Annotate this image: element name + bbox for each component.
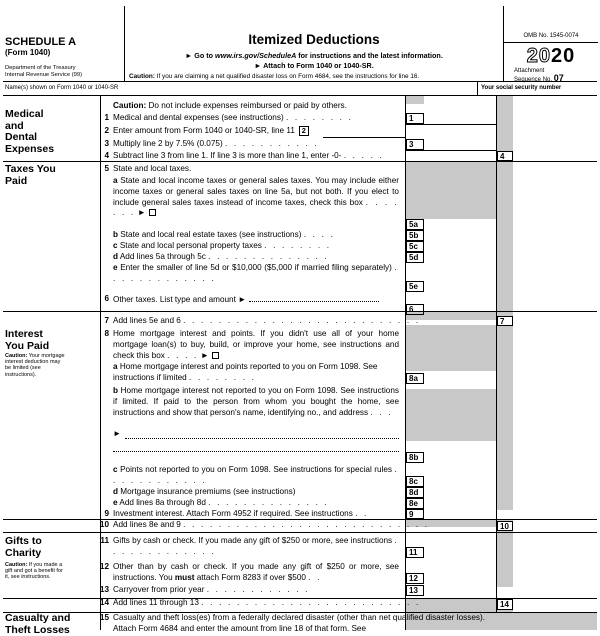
address-line[interactable] [113, 451, 399, 452]
line-14-label: Add lines 11 through 13 . . . . . . . . . . . . . . . . . . . . . . . . . [113, 598, 421, 607]
arrow-right-icon: ► [185, 51, 193, 60]
section-title-interest: Interest You Paid [5, 328, 50, 352]
line-2-label: Enter amount from Form 1040 or 1040-SR, line 11 2 [113, 126, 399, 137]
header-caution: Caution: If you are claiming a net qualified disaster loss on Form 4684, see the instructions for line 16. [129, 73, 420, 80]
line-3-label: Multiply line 2 by 7.5% (0.075) . . . . . . . . . . . [113, 139, 319, 148]
section-separator [3, 532, 597, 533]
line-11-box: 11 [406, 547, 424, 558]
attachment-sequence: Attachment Sequence No. 07 [514, 68, 564, 83]
tax-year: 2020 [526, 45, 576, 67]
line-4-label: Subtract line 3 from line 1. If line 3 is more than line 1, enter -0- . . . . . [113, 151, 385, 160]
line-5d-label: d Add lines 5a through 5c . . . . . . . . . . . . . . [113, 252, 329, 261]
line-5-label: State and local taxes. [113, 164, 192, 173]
section-divider [100, 96, 101, 630]
address-line[interactable] [125, 438, 399, 439]
interest-caution: Caution: Your mortgage interest deduction may be limited (see instructions). [5, 353, 65, 378]
schedule-a-form [3, 6, 597, 636]
arrow-right-icon: ► [254, 61, 262, 70]
attach-instruction: ► Attach to Form 1040 or 1040-SR. [254, 61, 374, 70]
line-14-box: 14 [497, 599, 513, 610]
line-15-label: Casualty and theft loss(es) from a federally declared disaster (other than net qualified disaster losses). Attach Form 4684 and enter the amount from line 18 of that form. See [113, 613, 485, 633]
line-5c-label: c State and local personal property taxes . . . . . . . . [113, 241, 332, 250]
line-5b-box: 5b [406, 230, 424, 241]
schedule-title: SCHEDULE A [5, 36, 77, 48]
input-line [323, 137, 405, 138]
line-10-label: Add lines 8e and 9 . . . . . . . . . . . . . . . . . . . . . . . . . . . . [113, 520, 430, 529]
line-7-label: Add lines 5e and 6 . . . . . . . . . . . . . . . . . . . . . . . . . . . [113, 316, 421, 325]
line-4-box: 4 [497, 151, 513, 161]
ssn-field-label[interactable]: Your social security number [477, 82, 564, 96]
arrow-right-icon: ► [238, 295, 247, 304]
line-number: 4 [104, 151, 109, 160]
section-title-medical: Medical and Dental Expenses [5, 108, 55, 155]
line-12-label: Other than by cash or check. If you made any gift of $250 or more, see instructions. You must attach Form 8283 if over $500 . . [113, 562, 399, 582]
line-8e-label: e Add lines 8a through 8d . . . . . . . . . . . . . . [113, 498, 329, 507]
form-reference: (Form 1040) [5, 48, 51, 57]
line-number: 10 [99, 520, 109, 529]
irs-link[interactable]: www.irs.gov/ScheduleA [215, 51, 297, 60]
line-8-label: Home mortgage interest and points. If you didn't use all of your home mortgage loan(s) to buy, build, or improve your home, see instructions and check this box . . . . ► [113, 329, 399, 360]
line-number: 1 [104, 113, 109, 122]
line-5a-box: 5a [406, 219, 424, 230]
line-13-label: Carryover from prior year . . . . . . . . . . . . [113, 585, 310, 594]
line-9-box: 9 [406, 509, 424, 519]
line-8c-label: c Points not reported to you on Form 1098. See instructions for special rules . . . . . . . . . . . . [113, 465, 400, 485]
line-8e-box: 8e [406, 498, 424, 509]
page-title: Itemized Deductions [248, 32, 380, 47]
section-separator [3, 311, 597, 312]
line-number: 13 [99, 585, 109, 594]
line-8b-label: b Home mortgage interest not reported to you on Form 1098. See instructions if limited. If paid to the person from whom you bought the home, see instructions and show that person's name, identifying no., and address . . . [113, 386, 399, 417]
line-1-label: Medical and dental expenses (see instructions) . . . . . . . . [113, 113, 354, 122]
line-13-box: 13 [406, 585, 424, 596]
line-number: 5 [104, 164, 109, 173]
omb-number: OMB No. 1545-0074 [504, 33, 598, 43]
line-5d-box: 5d [406, 252, 424, 263]
name-row [3, 82, 597, 96]
line-number: 6 [104, 294, 109, 303]
arrow-right-icon: ► [137, 208, 146, 218]
line-number: 14 [99, 598, 109, 607]
line-number: 7 [104, 316, 109, 325]
header-center [125, 6, 503, 82]
section-title-gifts: Gifts to Charity [5, 535, 42, 559]
shaded-area [406, 325, 496, 371]
other-taxes-input[interactable] [249, 294, 379, 302]
line-8c-box: 8c [406, 476, 424, 487]
line-5a-label: a State and local income taxes or general sales taxes. You may include either income taxes or general sales taxes on line 5a, but not both. If you elect to include general sales taxes instead of income taxes, check this box . . . . . . . ► [113, 176, 399, 218]
goto-instruction: ► Go to www.irs.gov/ScheduleA for instructions and the latest information. [185, 51, 443, 60]
department-line: Internal Revenue Service (99) [5, 72, 83, 78]
shaded-area [406, 389, 496, 441]
line-1-box: 1 [406, 113, 424, 124]
line-12-box: 12 [406, 573, 424, 584]
department [5, 65, 82, 79]
line-number: 15 [99, 613, 109, 622]
department-line: Department of the Treasury [5, 65, 76, 71]
sequence-number: 07 [553, 72, 564, 83]
line-8d-box: 8d [406, 487, 424, 498]
input-line [406, 124, 496, 125]
line-number: 12 [99, 562, 109, 571]
arrow-right-icon: ► [200, 350, 209, 360]
line-3-box: 3 [406, 139, 424, 150]
line-5b-label: b State and local real estate taxes (see instructions) . . . . [113, 230, 336, 239]
line-6-box: 6 [406, 304, 424, 315]
section-title-casualty: Casualty and Theft Losses [5, 612, 71, 636]
line-8a-box: 8a [406, 373, 424, 384]
line-11-label: Gifts by cash or check. If you made any gift of $250 or more, see instructions . . . . . . . . . . . . . [113, 536, 399, 556]
shaded-area [406, 161, 496, 219]
header-left [3, 6, 125, 82]
line-10-box: 10 [497, 521, 513, 531]
line-9-label: Investment interest. Attach Form 4952 if required. See instructions . . [113, 509, 369, 518]
shaded-cell [406, 96, 424, 104]
arrow-right-icon: ► [113, 429, 122, 438]
line-number: 3 [104, 139, 109, 148]
line-5c-box: 5c [406, 241, 424, 252]
form-header [3, 6, 597, 82]
line-7-box: 7 [497, 316, 513, 326]
medical-caution: Caution: Do not include expenses reimbursed or paid by others. [113, 101, 347, 110]
line-number: 8 [104, 329, 109, 338]
line-5e-box: 5e [406, 281, 424, 292]
line-5e-label: e Enter the smaller of line 5d or $10,000 ($5,000 if married filing separately) . . . . . . . . . . . . . [113, 263, 399, 283]
line-2-box: 2 [299, 126, 309, 136]
gifts-caution: Caution: If you made a gift and got a benefit for it, see instructions. [5, 562, 63, 581]
name-field-label[interactable]: Name(s) shown on Form 1040 or 1040-SR [5, 85, 119, 91]
line-8b-box: 8b [406, 452, 424, 463]
line-number: 11 [100, 536, 109, 545]
mortgage-use-checkbox[interactable] [212, 352, 219, 359]
sales-tax-checkbox[interactable] [149, 209, 156, 216]
line-8a-label: a Home mortgage interest and points reported to you on Form 1098. See instructions if limited . . . . . . . . [113, 362, 378, 382]
line-8d-label: d Mortgage insurance premiums (see instructions) [113, 487, 296, 496]
line-6-label: Other taxes. List type and amount ► [113, 294, 399, 306]
line-number: 9 [104, 509, 109, 518]
section-title-taxes: Taxes You Paid [5, 163, 56, 187]
line-number: 2 [104, 126, 109, 135]
header-right [503, 6, 597, 82]
